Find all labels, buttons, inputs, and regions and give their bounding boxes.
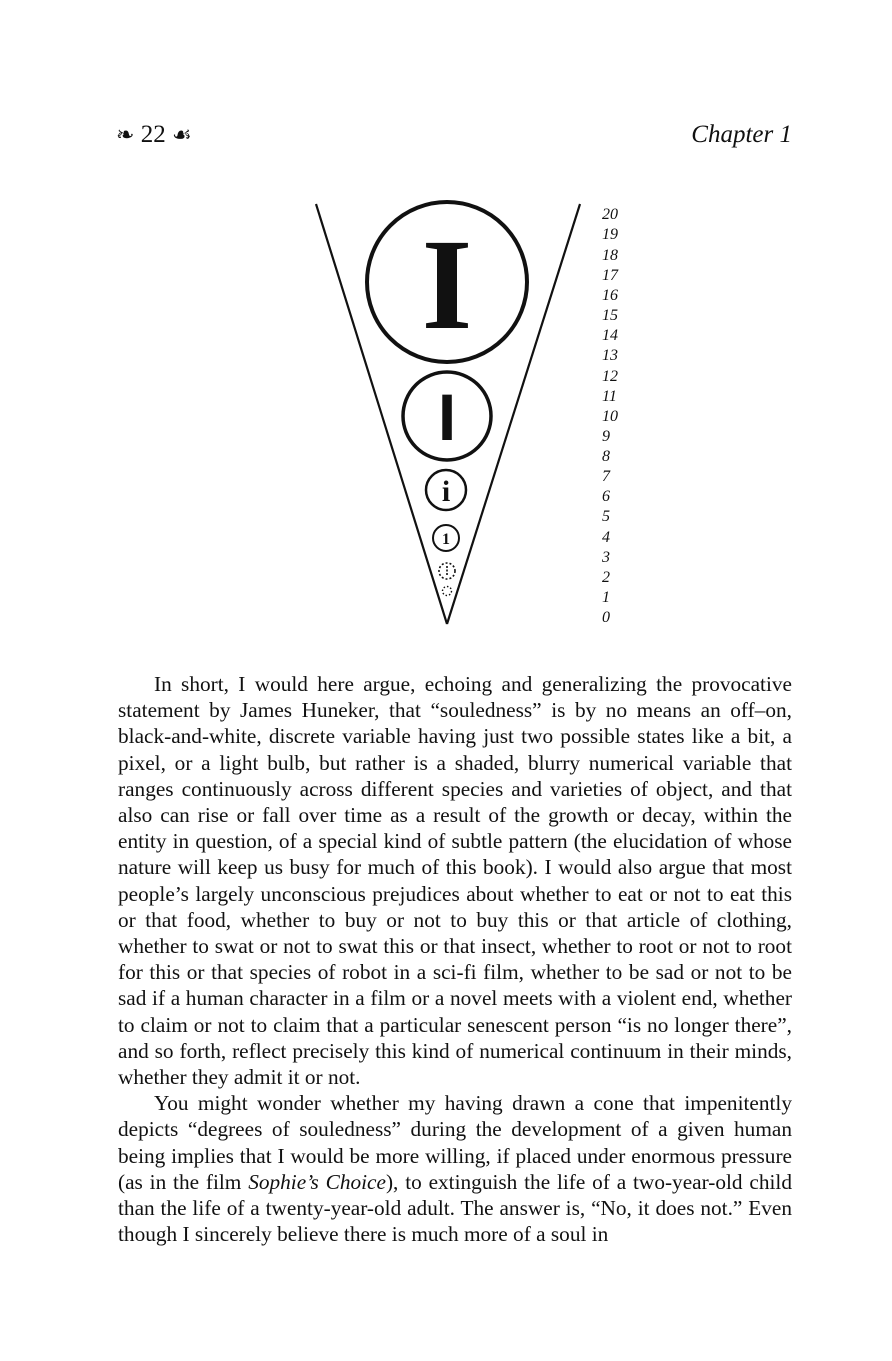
fleuron-left-icon: ❧ xyxy=(116,122,135,147)
scale-label: 20 xyxy=(602,206,618,223)
scale-label: 16 xyxy=(602,287,618,304)
scale-label: 1 xyxy=(602,589,610,606)
scale-label: 13 xyxy=(602,347,618,364)
scale-label: 7 xyxy=(602,468,610,485)
soul-letter-medium: I xyxy=(437,380,457,454)
scale-label: 2 xyxy=(602,569,610,586)
chapter-title: Chapter 1 xyxy=(691,121,792,148)
souledness-cone-figure xyxy=(0,190,892,640)
soul-circle-dotted-1 xyxy=(443,587,452,596)
scale-label: 15 xyxy=(602,307,618,324)
scale-label: 3 xyxy=(602,549,610,566)
body-text xyxy=(118,671,792,1247)
scale-label: 18 xyxy=(602,247,618,264)
scale-label: 11 xyxy=(602,388,617,405)
scale-label: 4 xyxy=(602,529,610,546)
paragraph-1: In short, I would here argue, echoing and generalizing the provocative statement by James Huneker, that “souledness” is by no means an off–on, black-and-white, discrete variable having just two possible states like a bit, a pixel, or a light bulb, but rather is a shaded, blurry numerical variable that ranges continuously across different species and varieties of object, and that also can rise or fall over time as a result of the growth or decay, within the entity in question, of a special kind of subtle pattern (the elucidation of whose nature will keep us busy for much of this book). I would also argue that most people’s largely unconscious prejudices about whether to eat or not to eat this or that food, whether to buy or not to buy this or that article of clothing, whether to swat or not to swat this or that insect, whether to root or not to root for this or that species of robot in a sci-fi film, whether to be sad or not to be sad if a human character in a film or a novel meets with a violent end, whether to claim or not to claim that a particular senescent person “is no longer there”, and so forth, reflect precisely this kind of numerical continuum in their minds, whether they admit it or not. xyxy=(118,672,792,1090)
page-number: 22 xyxy=(140,121,166,148)
scale-label: 9 xyxy=(602,428,610,445)
scale-label: 0 xyxy=(602,609,610,626)
cone-diagram xyxy=(0,190,892,640)
soul-letter-small: i xyxy=(441,475,451,508)
scale-label: 17 xyxy=(602,267,618,284)
soul-letter-tiny: 1 xyxy=(442,531,450,548)
scale-label: 8 xyxy=(602,448,610,465)
paragraph-2 xyxy=(118,1090,792,1247)
page-number-group xyxy=(116,118,192,152)
soul-letter-large: I xyxy=(421,213,473,357)
film-title: Sophie’s Choice xyxy=(248,1169,386,1194)
souledness-scale xyxy=(601,206,619,626)
fleuron-right-icon: ☙ xyxy=(171,122,192,147)
paragraph-2-part-1: You might wonder whether my having drawn a cone that impenitently depicts “degrees of souledness” during the development of a given human being implies that I would be more willing, if placed under enormous pressure (as in the film xyxy=(118,1091,792,1194)
scale-label: 6 xyxy=(602,488,610,505)
paragraph-2-part-2: ), to extinguish the life of a two-year-old child than the life of a twenty-year-old adult. The answer is, “No, it does not.” Even though I sincerely believe there is much more of a soul in xyxy=(118,1169,792,1247)
scale-label: 14 xyxy=(602,327,618,344)
scale-label: 5 xyxy=(602,508,610,525)
running-header xyxy=(0,118,892,154)
scale-label: 19 xyxy=(602,226,618,243)
scale-label: 12 xyxy=(602,368,618,385)
scale-label: 10 xyxy=(602,408,618,425)
